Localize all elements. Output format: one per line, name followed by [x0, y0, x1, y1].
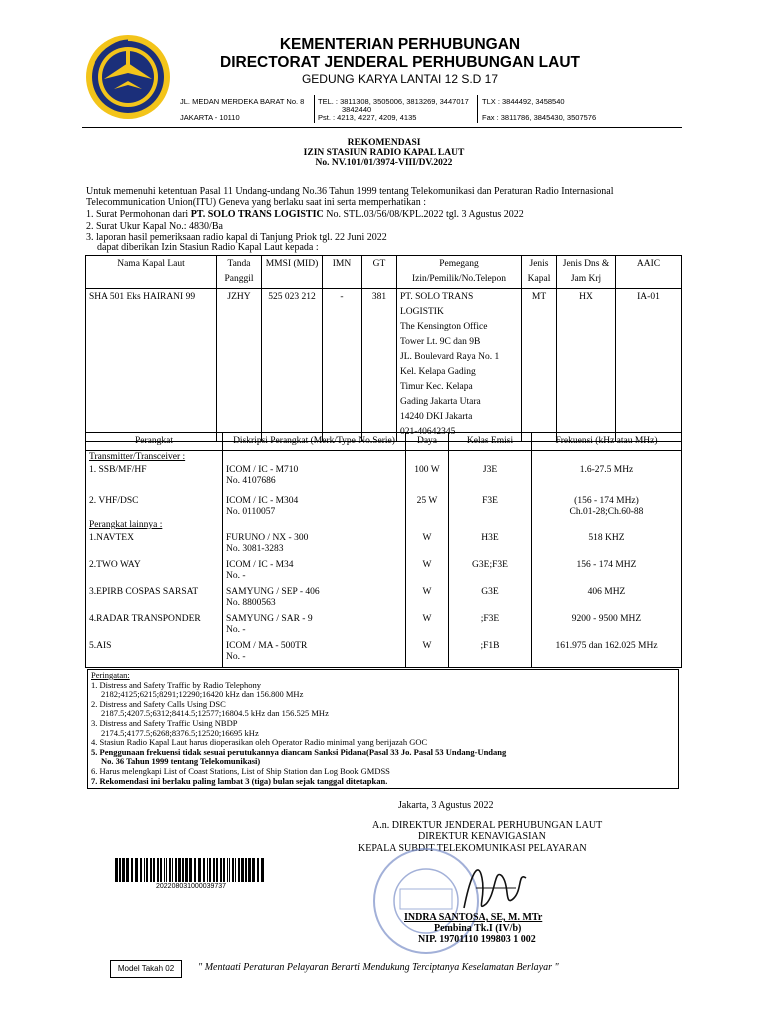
group-transmitter: Transmitter/Transceiver :	[86, 451, 223, 465]
barcode-bar	[194, 858, 196, 882]
doc-title: REKOMENDASI	[347, 138, 421, 148]
ship-table	[85, 255, 682, 442]
signer-nip: NIP. 19701110 199803 1 002	[418, 934, 536, 945]
tlx-line: TLX : 3844492, 3458540	[482, 97, 565, 106]
barcode-bar	[245, 858, 247, 882]
ministry-name: KEMENTERIAN PERHUBUNGAN	[279, 36, 521, 53]
intro-item3: 3. laporan hasil pemeriksaan radio kapal di Tanjung Priok tgl. 22 Juni 2022	[86, 232, 387, 243]
ministry-logo-icon	[84, 33, 172, 121]
barcode-bar	[207, 858, 208, 882]
barcode-bar	[229, 858, 230, 882]
col-gt: GT	[362, 256, 397, 289]
barcode-bar	[220, 858, 222, 882]
col-power: Daya	[406, 433, 449, 451]
tel-line2: 3842440	[342, 105, 372, 114]
barcode-bar	[185, 858, 188, 882]
col-emission: Kelas Emisi	[449, 433, 532, 451]
col-holder: Pemegang Izin/Pemilik/No.Telepon	[397, 256, 522, 289]
barcode-number: 202208031000039737	[156, 883, 227, 890]
barcode-bar	[189, 858, 192, 882]
signature-icon	[456, 848, 536, 920]
callsign: JZHY	[217, 289, 262, 442]
barcode-bar	[235, 858, 236, 882]
equipment-table	[85, 432, 682, 668]
barcode-bar	[203, 858, 205, 882]
barcode-bar	[115, 858, 118, 882]
intro-item4: dapat diberikan Izin Stasiun Radio Kapal Laut kepada :	[97, 242, 319, 253]
pst-line: Pst. : 4213, 4227, 4209, 4135	[318, 113, 417, 122]
warnings-title: Peringatan:	[91, 670, 130, 680]
barcode-bar	[182, 858, 184, 882]
ship-name: SHA 501 Eks HAIRANI 99	[86, 289, 217, 442]
fax-line: Fax : 3811786, 3845430, 3507576	[482, 113, 597, 122]
intro-item1: 1. Surat Permohonan dari PT. SOLO TRANS LOGISTIC No. STL.03/56/08/KPL.2022 tgl. 3 Agustus 2022	[86, 209, 524, 220]
col-device: Perangkat	[86, 433, 223, 451]
col-callsign: Tanda Panggil	[217, 256, 262, 289]
intro-item2: 2. Surat Ukur Kapal No.: 4830/Ba	[86, 221, 223, 232]
doc-number: No. NV.101/01/3974-VIII/DV.2022	[315, 158, 453, 168]
barcode-bar	[241, 858, 244, 882]
signer-name: INDRA SANTOSA, SE, M. MTr	[404, 912, 543, 923]
barcode-bar	[126, 858, 129, 882]
signer-rank: Pembina Tk.I (IV/b)	[434, 923, 522, 934]
table-row: 4.RADAR TRANSPONDER SAMYUNG / SAR - 9 No. - W ;F3E 9200 - 9500 MHZ	[86, 610, 682, 637]
barcode-bar	[146, 858, 148, 882]
sign-line1: A.n. DIREKTUR JENDERAL PERHUBUNGAN LAUT	[372, 820, 603, 831]
barcode-bar	[175, 858, 177, 882]
barcode-bar	[157, 858, 159, 882]
barcode-bar	[135, 858, 138, 882]
holder: PT. SOLO TRANS LOGISTIK The Kensington Office Tower Lt. 9C dan 9B JL. Boulevard Raya No. 1 Kel. Kelapa Gading Timur Kec. Kelapa Gading Jakarta Utara 14240 DKI Jakarta 021-40642345	[397, 289, 522, 442]
table-row: 2. VHF/DSC ICOM / IC - M304 No. 0110057 25 W F3E (156 - 174 MHz) Ch.01-28;Ch.60-88	[86, 488, 682, 519]
table-row: 5.AIS ICOM / MA - 500TR No. - W ;F1B 161.975 dan 162.025 MHz	[86, 637, 682, 668]
barcode-bar	[232, 858, 234, 882]
barcode-bar	[122, 858, 125, 882]
tel-line: TEL. : 3811308, 3505006, 3813269, 3447017	[318, 97, 469, 106]
barcode-bar	[160, 858, 162, 882]
barcode-bar	[216, 858, 218, 882]
warnings-box: Peringatan: 1. Distress and Safety Traffic by Radio Telephony 2182;4125;6215;8291;12290;16420 kHz dan 156.800 MHz 2. Distress and Safety Calls Using DSC 2187.5;4207.5;6312;8414.5;12577;16804.5 kHz dan 156.525 MHz 3. Distress and Safety Traffic Using NBDP 2174.5;4177.5;6268;8376.5;12520;16695 kHz 4. Stasiun Radio Kapal Laut harus dioperasikan oleh Operator Radio minimal yang berijazah GOC 5. Penggunaan frekuensi tidak sesuai perutukannya diancam Sanksi Pidana(Pasal 33 Jo. Pasal 53 Undang-Undang No. 36 Tahun 1999 tentang Telekomunikasi) 6. Harus melengkapi List of Coast Stations, List of Ship Station dan Log Book GMDSS 7. Rekomendasi ini berlaku paling lambat 3 (tiga) bulan sejak tanggal ditetapkan.	[87, 669, 679, 789]
barcode-bar	[227, 858, 228, 882]
barcode-bar	[166, 858, 167, 882]
barcode-bar	[119, 858, 121, 882]
barcode-bar	[223, 858, 225, 882]
intro-para2: Telecommunication Union(ITU) Geneva yang berlaku saat ini serta memperhatikan :	[86, 197, 427, 208]
table-row	[86, 289, 682, 442]
building-name: GEDUNG KARYA LANTAI 12 S.D 17	[301, 72, 499, 86]
service: HX	[557, 289, 616, 442]
ship-type: MT	[522, 289, 557, 442]
barcode-bar	[238, 858, 240, 882]
address-line2: JAKARTA - 10110	[180, 113, 240, 122]
barcode-bar	[150, 858, 152, 882]
model-label: Model Takah 02	[110, 960, 182, 978]
barcode-bar	[144, 858, 145, 882]
place-date: Jakarta, 3 Agustus 2022	[398, 800, 494, 811]
barcode-bar	[209, 858, 211, 882]
barcode-bar	[248, 858, 251, 882]
table-row: 1.NAVTEX FURUNO / NX - 300 No. 3081-3283 W H3E 518 KHZ	[86, 532, 682, 556]
doc-subtitle: IZIN STASIUN RADIO KAPAL LAUT	[303, 148, 465, 158]
barcode-bar	[252, 858, 255, 882]
directorate-name: DIRECTORAT JENDERAL PERHUBUNGAN LAUT	[220, 54, 580, 71]
barcode-bar	[178, 858, 181, 882]
barcode-bar	[172, 858, 173, 882]
barcode-bar	[261, 858, 264, 882]
barcode-bar	[169, 858, 171, 882]
col-aaic: AAIC	[616, 256, 682, 289]
barcode-bar	[213, 858, 215, 882]
table-row: 1. SSB/MF/HF ICOM / IC - M710 No. 4107686 100 W J3E 1.6-27.5 MHz	[86, 464, 682, 488]
barcode-bar	[140, 858, 142, 882]
barcode-bar	[164, 858, 165, 882]
col-ship-name: Nama Kapal Laut	[86, 256, 217, 289]
group-other: Perangkat lainnya :	[86, 519, 223, 532]
mmsi: 525 023 212	[262, 289, 323, 442]
barcode-bar	[198, 858, 201, 882]
aaic: IA-01	[616, 289, 682, 442]
motto: " Mentaati Peraturan Pelayaran Berarti Mendukung Terciptanya Keselamatan Berlayar "	[198, 962, 559, 973]
barcode-icon	[115, 858, 265, 882]
col-description: Diskripsi Perangkat (Merk/Type No.Serie)	[223, 433, 406, 451]
barcode-bar	[257, 858, 259, 882]
col-frequency: Frekuensi (kHz atau MHz)	[532, 433, 682, 451]
sign-line3: KEPALA SUBDIT TELEKOMUNIKASI PELAYARAN	[358, 843, 587, 854]
col-ship-type: Jenis Kapal	[522, 256, 557, 289]
address-line1: JL. MEDAN MERDEKA BARAT No. 8	[180, 97, 305, 106]
col-mmsi: MMSI (MID)	[262, 256, 323, 289]
col-imn: IMN	[323, 256, 362, 289]
imn: -	[323, 289, 362, 442]
intro-para1: Untuk memenuhi ketentuan Pasal 11 Undang-undang No.36 Tahun 1999 tentang Telekomunikasi dan Peraturan Radio Internasional	[86, 186, 614, 197]
table-row: 3.EPIRB COSPAS SARSAT SAMYUNG / SEP - 406 No. 8800563 W G3E 406 MHZ	[86, 583, 682, 610]
gt: 381	[362, 289, 397, 442]
col-service: Jenis Dns & Jam Krj	[557, 256, 616, 289]
sign-line2: DIREKTUR KENAVIGASIAN	[418, 831, 546, 842]
table-row: 2.TWO WAY ICOM / IC - M34 No. - W G3E;F3E 156 - 174 MHZ	[86, 556, 682, 583]
barcode-bar	[131, 858, 133, 882]
barcode-bar	[153, 858, 155, 882]
